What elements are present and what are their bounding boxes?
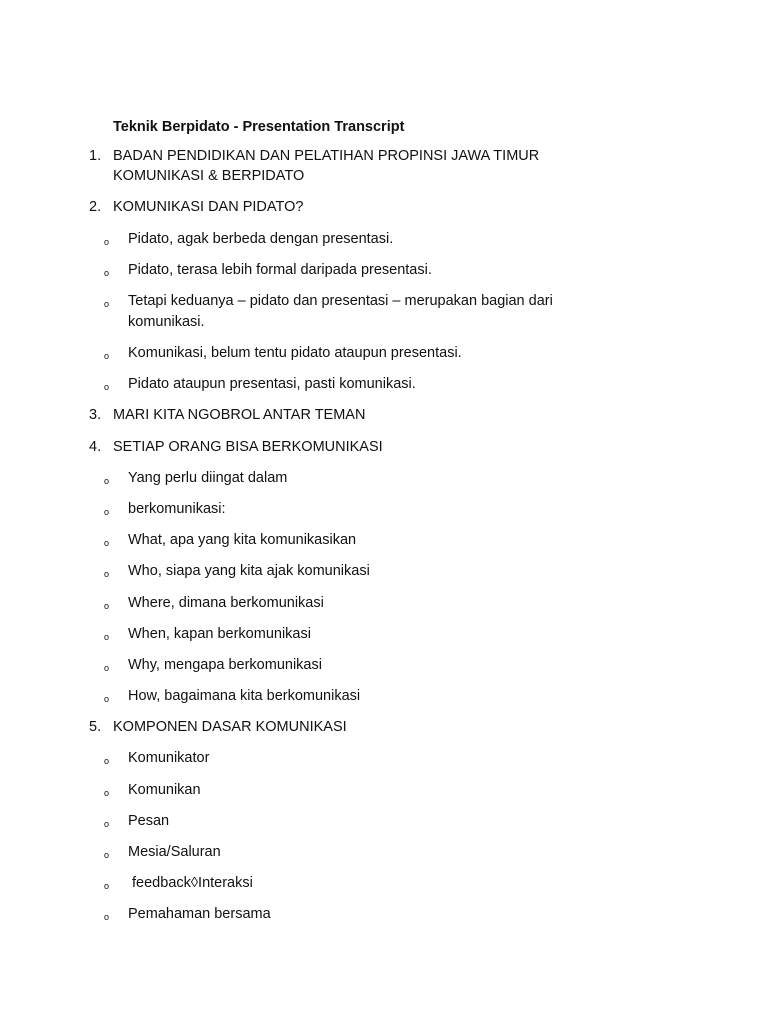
bullet-icon: o (104, 756, 110, 766)
item-number: 4. (89, 439, 102, 455)
bullet-text: Komunikan (128, 782, 201, 798)
item-text-line: MARI KITA NGOBROL ANTAR TEMAN (113, 407, 366, 423)
bullet-icon: o (104, 299, 110, 309)
bullet-icon: o (104, 476, 110, 486)
numbered-item-1 (89, 146, 540, 166)
item-number: 1. (89, 148, 102, 164)
numbered-item-5 (89, 717, 347, 737)
bullet-icon: o (104, 632, 110, 642)
item-text-line: KOMUNIKASI DAN PIDATO? (113, 199, 304, 215)
numbered-item-3 (89, 405, 366, 425)
bullet-icon: o (104, 788, 110, 798)
bullet-icon: o (104, 912, 110, 922)
bullet-text: Tetapi keduanya – pidato dan presentasi – merupakan bagian dari (128, 293, 553, 309)
bullet-icon: o (104, 819, 110, 829)
bullet-icon: o (104, 351, 110, 361)
bullet-text: Pesan (128, 813, 170, 829)
bullet-icon: o (104, 850, 110, 860)
numbered-item-2 (89, 197, 304, 217)
bullet-text: Pidato ataupun presentasi, pasti komunikasi. (128, 376, 416, 392)
bullet-icon: o (104, 663, 110, 673)
bullet-icon: o (104, 268, 110, 278)
bullet-text: Pidato, agak berbeda dengan presentasi. (128, 231, 394, 247)
bullet-text: Why, mengapa berkomunikasi (128, 657, 322, 673)
bullet-text: Komunikator (128, 750, 210, 766)
bullet-text: Pemahaman bersama (128, 906, 271, 922)
bullet-text: Pidato, terasa lebih formal daripada presentasi. (128, 262, 432, 278)
bullet-icon: o (104, 538, 110, 548)
bullet-text: feedback◊Interaksi (128, 875, 253, 891)
bullet-text: How, bagaimana kita berkomunikasi (128, 688, 361, 704)
bullet-text: Where, dimana berkomunikasi (128, 595, 324, 611)
numbered-item-1-continuation (89, 166, 305, 186)
bullet-text: Who, siapa yang kita ajak komunikasi (128, 563, 370, 579)
bullet-icon: o (104, 507, 110, 517)
item-number: 5. (89, 719, 102, 735)
bullet-icon: o (104, 881, 110, 891)
bullet-text: Yang perlu diingat dalam (128, 470, 288, 486)
bullet-icon: o (104, 569, 110, 579)
bullet-icon: o (104, 694, 110, 704)
item-text-line: KOMUNIKASI & BERPIDATO (113, 168, 305, 184)
item-text-line: BADAN PENDIDIKAN DAN PELATIHAN PROPINSI JAWA TIMUR (113, 148, 540, 164)
bullet-text: Mesia/Saluran (128, 844, 221, 860)
numbered-item-4 (89, 437, 383, 457)
bullet-icon: o (104, 237, 110, 247)
item-number: 2. (89, 199, 102, 215)
document-title: Teknik Berpidato - Presentation Transcript (113, 119, 405, 135)
bullet-text: What, apa yang kita komunikasikan (128, 532, 357, 548)
bullet-icon: o (104, 601, 110, 611)
bullet-text: komunikasi. (128, 314, 205, 330)
bullet-text: Komunikasi, belum tentu pidato ataupun presentasi. (128, 345, 462, 361)
bullet-icon: o (104, 382, 110, 392)
bullet-text: berkomunikasi: (128, 501, 226, 517)
item-number: 3. (89, 407, 102, 423)
item-text-line: SETIAP ORANG BISA BERKOMUNIKASI (113, 439, 383, 455)
bullet-text: When, kapan berkomunikasi (128, 626, 311, 642)
item-text-line: KOMPONEN DASAR KOMUNIKASI (113, 719, 347, 735)
